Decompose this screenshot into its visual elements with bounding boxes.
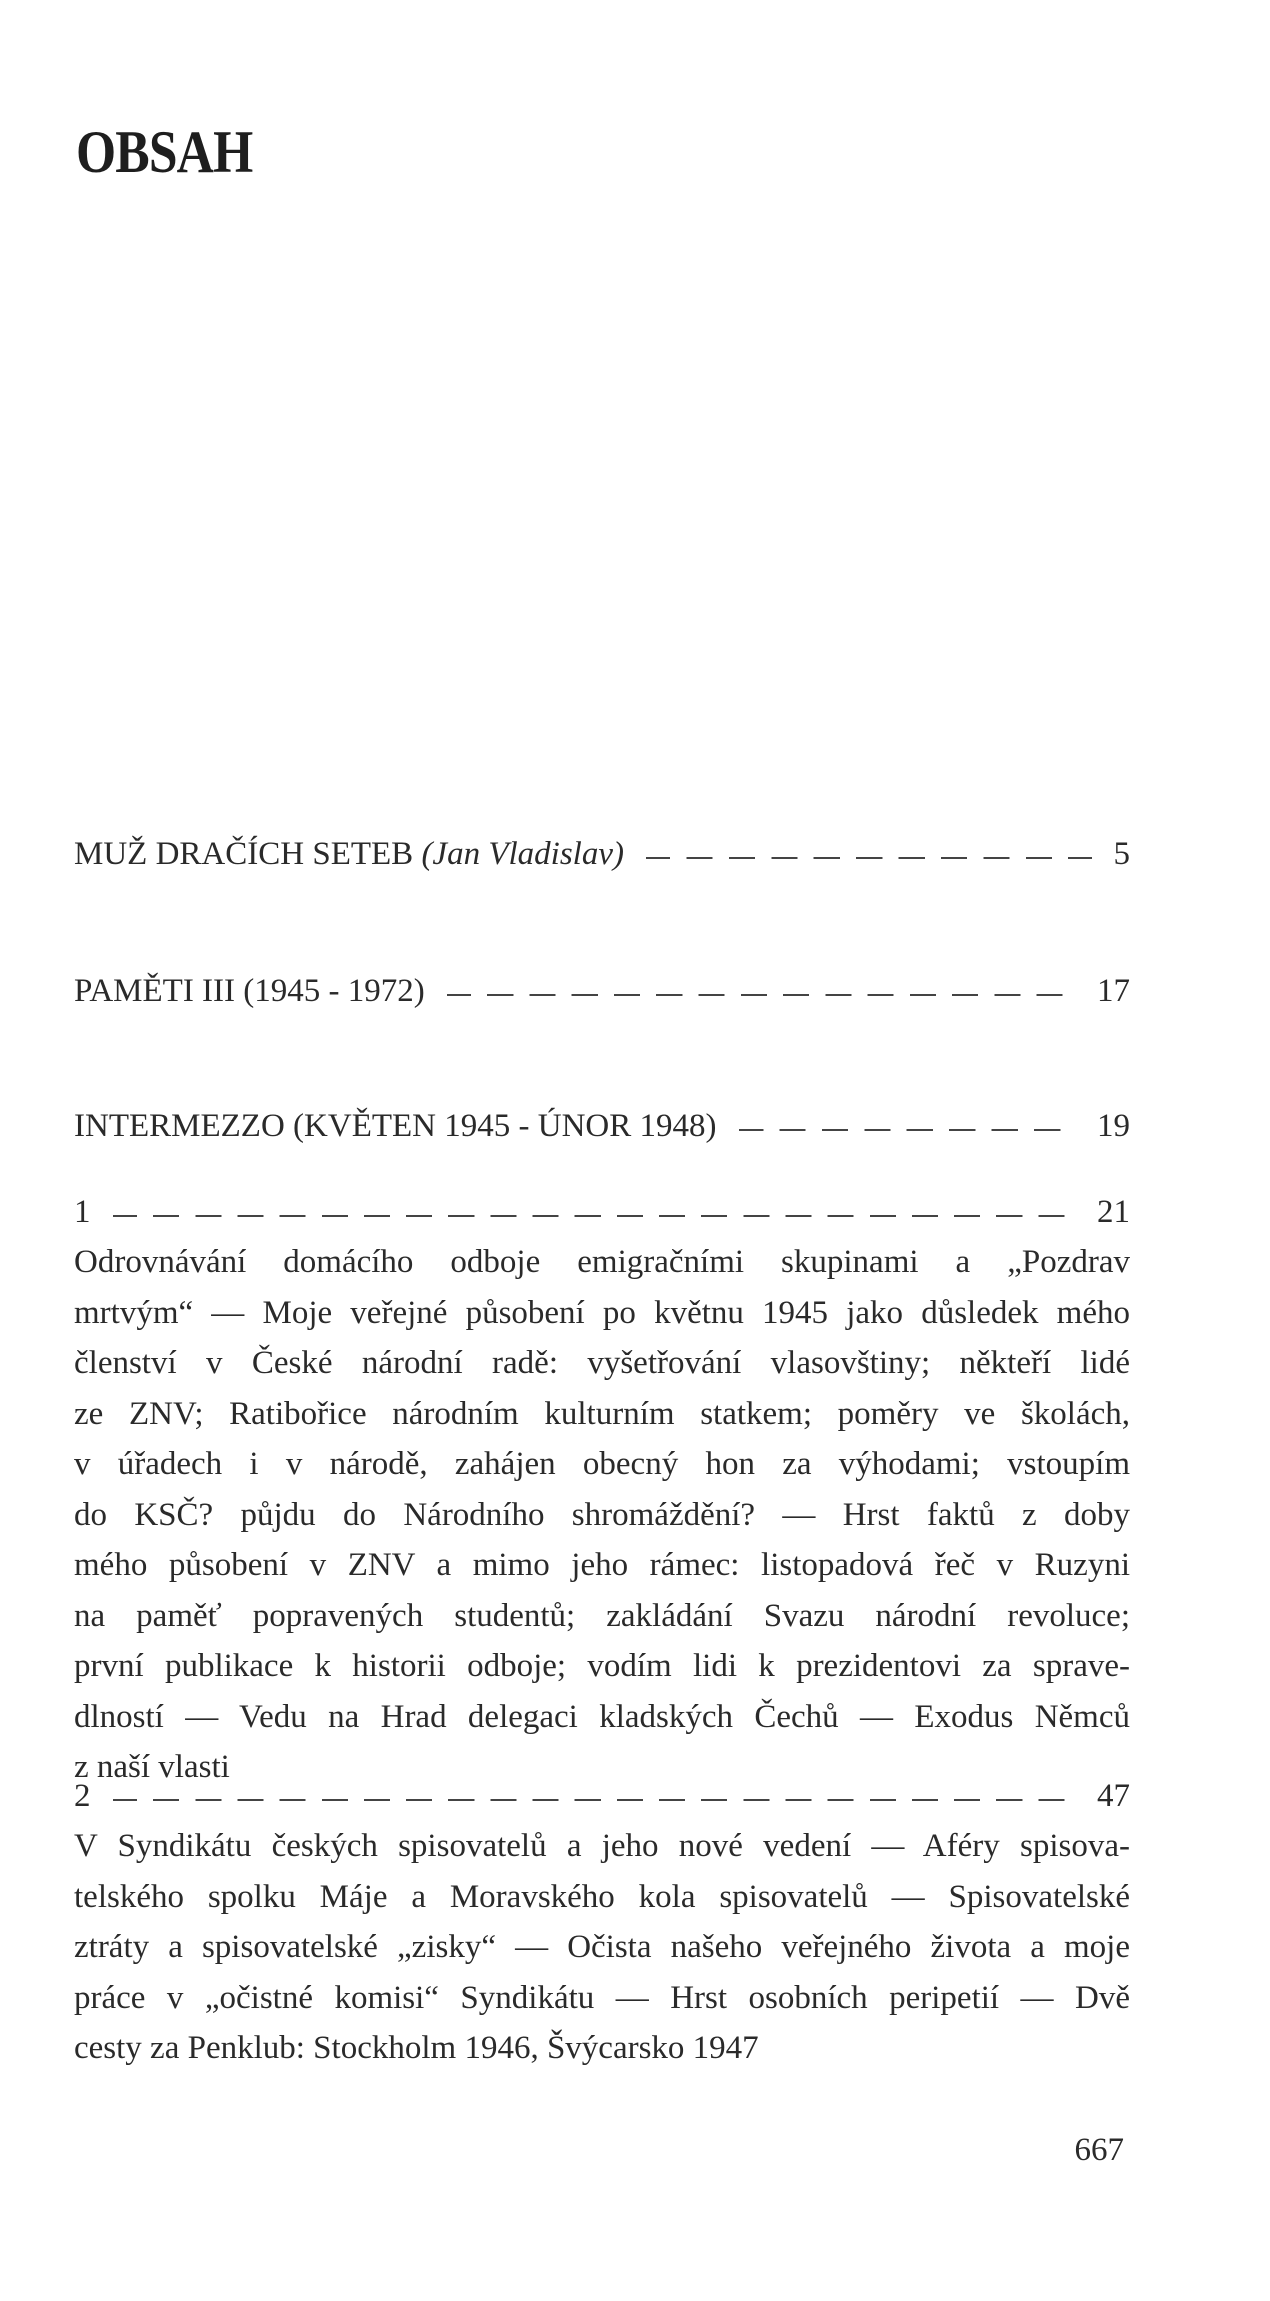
entry-label: 2 xyxy=(74,1778,91,1814)
page-title: OBSAH xyxy=(76,119,253,185)
summary-line: členství v České národní radě: vyšetřování vlasovštiny; někteří lidé xyxy=(74,1345,1130,1381)
toc-entry-chapter-1[interactable] xyxy=(74,1187,1130,1237)
dash-leader xyxy=(739,1129,1076,1131)
summary-line: ze ZNV; Ratibořice národním kulturním statkem; poměry ve školách, xyxy=(74,1395,1130,1432)
dash-leader xyxy=(113,1799,1076,1801)
entry-label: MUŽ DRAČÍCH SETEB (Jan Vladislav) xyxy=(74,836,624,872)
summary-line: V Syndikátu českých spisovatelů a jeho nové vedení — Aféry spisova- xyxy=(74,1828,1130,1864)
dash-leader xyxy=(646,857,1092,859)
entry-page: 19 xyxy=(1097,1108,1130,1144)
chapter-1-summary xyxy=(74,1237,1130,1793)
entry-page: 47 xyxy=(1097,1778,1130,1814)
summary-line: mrtvým“ — Moje veřejné působení po květnu 1945 jako důsledek mého xyxy=(74,1294,1130,1331)
entry-page: 21 xyxy=(1097,1194,1130,1230)
entry-label: 1 xyxy=(74,1194,91,1230)
dash-leader xyxy=(447,994,1075,996)
summary-line: dlností — Vedu na Hrad delegaci kladských Čechů — Exodus Němců xyxy=(74,1698,1130,1735)
summary-line: na paměť popravených studentů; zakládání Svazu národní revoluce; xyxy=(74,1597,1130,1634)
entry-author: (Jan Vladislav) xyxy=(421,836,624,872)
page-number: 667 xyxy=(1074,2132,1124,2168)
summary-line: ztráty a spisovatelské „zisky“ — Očista našeho veřejného života a moje xyxy=(74,1929,1130,1965)
entry-label: PAMĚTI III (1945 - 1972) xyxy=(74,973,425,1009)
summary-line: z naší vlasti xyxy=(74,1749,230,1785)
chapter-2-summary xyxy=(74,1821,1130,2074)
toc-entry-muz-dracich-seteb[interactable] xyxy=(74,829,1130,879)
summary-line: první publikace k historii odboje; vodím lidi k prezidentovi za sprave- xyxy=(74,1648,1130,1684)
dash-leader xyxy=(113,1215,1076,1217)
toc-entry-pameti-iii[interactable] xyxy=(74,966,1130,1016)
summary-line: do KSČ? půjdu do Národního shromáždění? — Hrst faktů z doby xyxy=(74,1496,1130,1533)
summary-line: cesty za Penklub: Stockholm 1946, Švýcarsko 1947 xyxy=(74,2030,759,2066)
summary-line: mého působení v ZNV a mimo jeho rámec: listopadová řeč v Ruzyni xyxy=(74,1547,1130,1583)
summary-line: Odrovnávání domácího odboje emigračními skupinami a „Pozdrav xyxy=(74,1244,1130,1280)
summary-line: práce v „očistné komisi“ Syndikátu — Hrst osobních peripetií — Dvě xyxy=(74,1979,1130,2016)
toc-entry-chapter-2[interactable] xyxy=(74,1771,1130,1821)
entry-label: INTERMEZZO (KVĚTEN 1945 - ÚNOR 1948) xyxy=(74,1108,717,1144)
summary-line: telského spolku Máje a Moravského kola spisovatelů — Spisovatelské xyxy=(74,1878,1130,1915)
summary-line: v úřadech i v národě, zahájen obecný hon za výhodami; vstoupím xyxy=(74,1446,1130,1482)
entry-page: 17 xyxy=(1097,973,1130,1009)
entry-page: 5 xyxy=(1113,836,1130,872)
toc-entry-intermezzo[interactable] xyxy=(74,1101,1130,1151)
